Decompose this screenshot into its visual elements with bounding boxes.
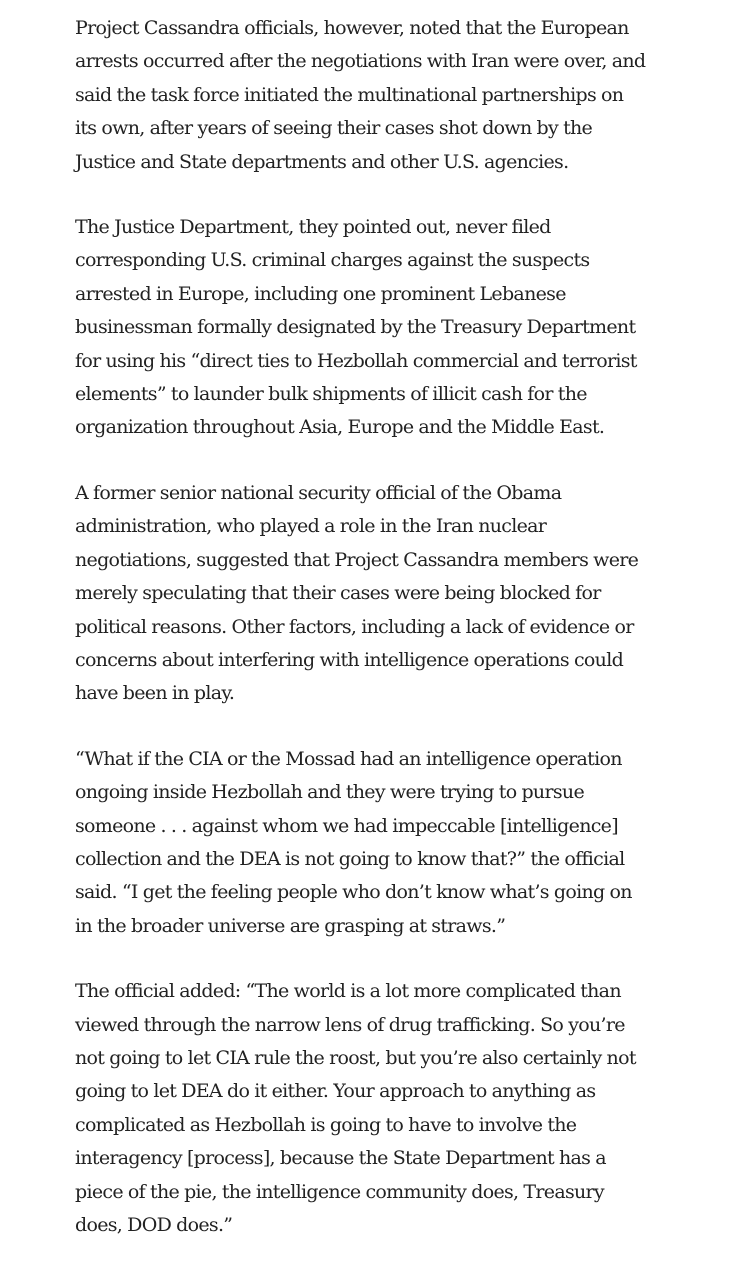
text-line: negotiations, suggested that Project Cassandra members were — [75, 548, 639, 571]
text-line: The official added: “The world is a lot more complicated than — [75, 980, 621, 1003]
text-line: political reasons. Other factors, including a lack of evidence or — [75, 615, 634, 638]
text-line: arrests occurred after the negotiations with Iran were over, and — [75, 50, 646, 73]
text-line: have been in play. — [75, 682, 235, 705]
text-line: piece of the pie, the intelligence community does, Treasury — [75, 1180, 604, 1203]
text-line: its own, after years of seeing their cases shot down by the — [75, 117, 593, 140]
paragraph-3 — [75, 477, 675, 711]
text-line: businessman formally designated by the Treasury Department — [75, 316, 636, 339]
text-line: The Justice Department, they pointed out, never filed — [75, 216, 551, 239]
paragraph-4 — [75, 743, 675, 943]
text-line: not going to let CIA rule the roost, but you’re also certainly not — [75, 1046, 636, 1069]
paragraph-2 — [75, 211, 675, 445]
text-line: organization throughout Asia, Europe and the Middle East. — [75, 416, 605, 439]
text-line: someone . . . against whom we had impeccable [intelligence] — [75, 814, 618, 837]
text-line: Justice and State departments and other U.S. agencies. — [75, 150, 569, 173]
text-line: ongoing inside Hezbollah and they were trying to pursue — [75, 781, 584, 804]
text-line: going to let DEA do it either. Your approach to anything as — [75, 1080, 596, 1103]
text-line: for using his “direct ties to Hezbollah commercial and terrorist — [75, 349, 637, 372]
paragraph-1 — [75, 12, 675, 179]
text-line: interagency [process], because the State Department has a — [75, 1147, 606, 1170]
text-line: administration, who played a role in the Iran nuclear — [75, 515, 547, 538]
text-line: collection and the DEA is not going to know that?” the official — [75, 847, 625, 870]
text-line: merely speculating that their cases were being blocked for — [75, 582, 601, 605]
text-line: complicated as Hezbollah is going to have to involve the — [75, 1113, 577, 1136]
article-body — [75, 12, 675, 1274]
text-line: viewed through the narrow lens of drug trafficking. So you’re — [75, 1013, 625, 1036]
text-line: said. “I get the feeling people who don’t know what’s going on — [75, 881, 632, 904]
text-line: arrested in Europe, including one prominent Lebanese — [75, 282, 566, 305]
paragraph-5 — [75, 975, 675, 1242]
text-line: corresponding U.S. criminal charges against the suspects — [75, 249, 590, 272]
text-line: elements” to launder bulk shipments of illicit cash for the — [75, 383, 587, 406]
text-line: in the broader universe are grasping at straws.” — [75, 914, 506, 937]
text-line: said the task force initiated the multinational partnerships on — [75, 83, 624, 106]
text-line: does, DOD does.” — [75, 1214, 233, 1236]
text-line: “What if the CIA or the Mossad had an intelligence operation — [75, 747, 622, 770]
text-line: Project Cassandra officials, however, noted that the European — [75, 17, 629, 39]
text-line: A former senior national security official of the Obama — [75, 481, 562, 504]
text-line: concerns about interfering with intelligence operations could — [75, 648, 624, 671]
